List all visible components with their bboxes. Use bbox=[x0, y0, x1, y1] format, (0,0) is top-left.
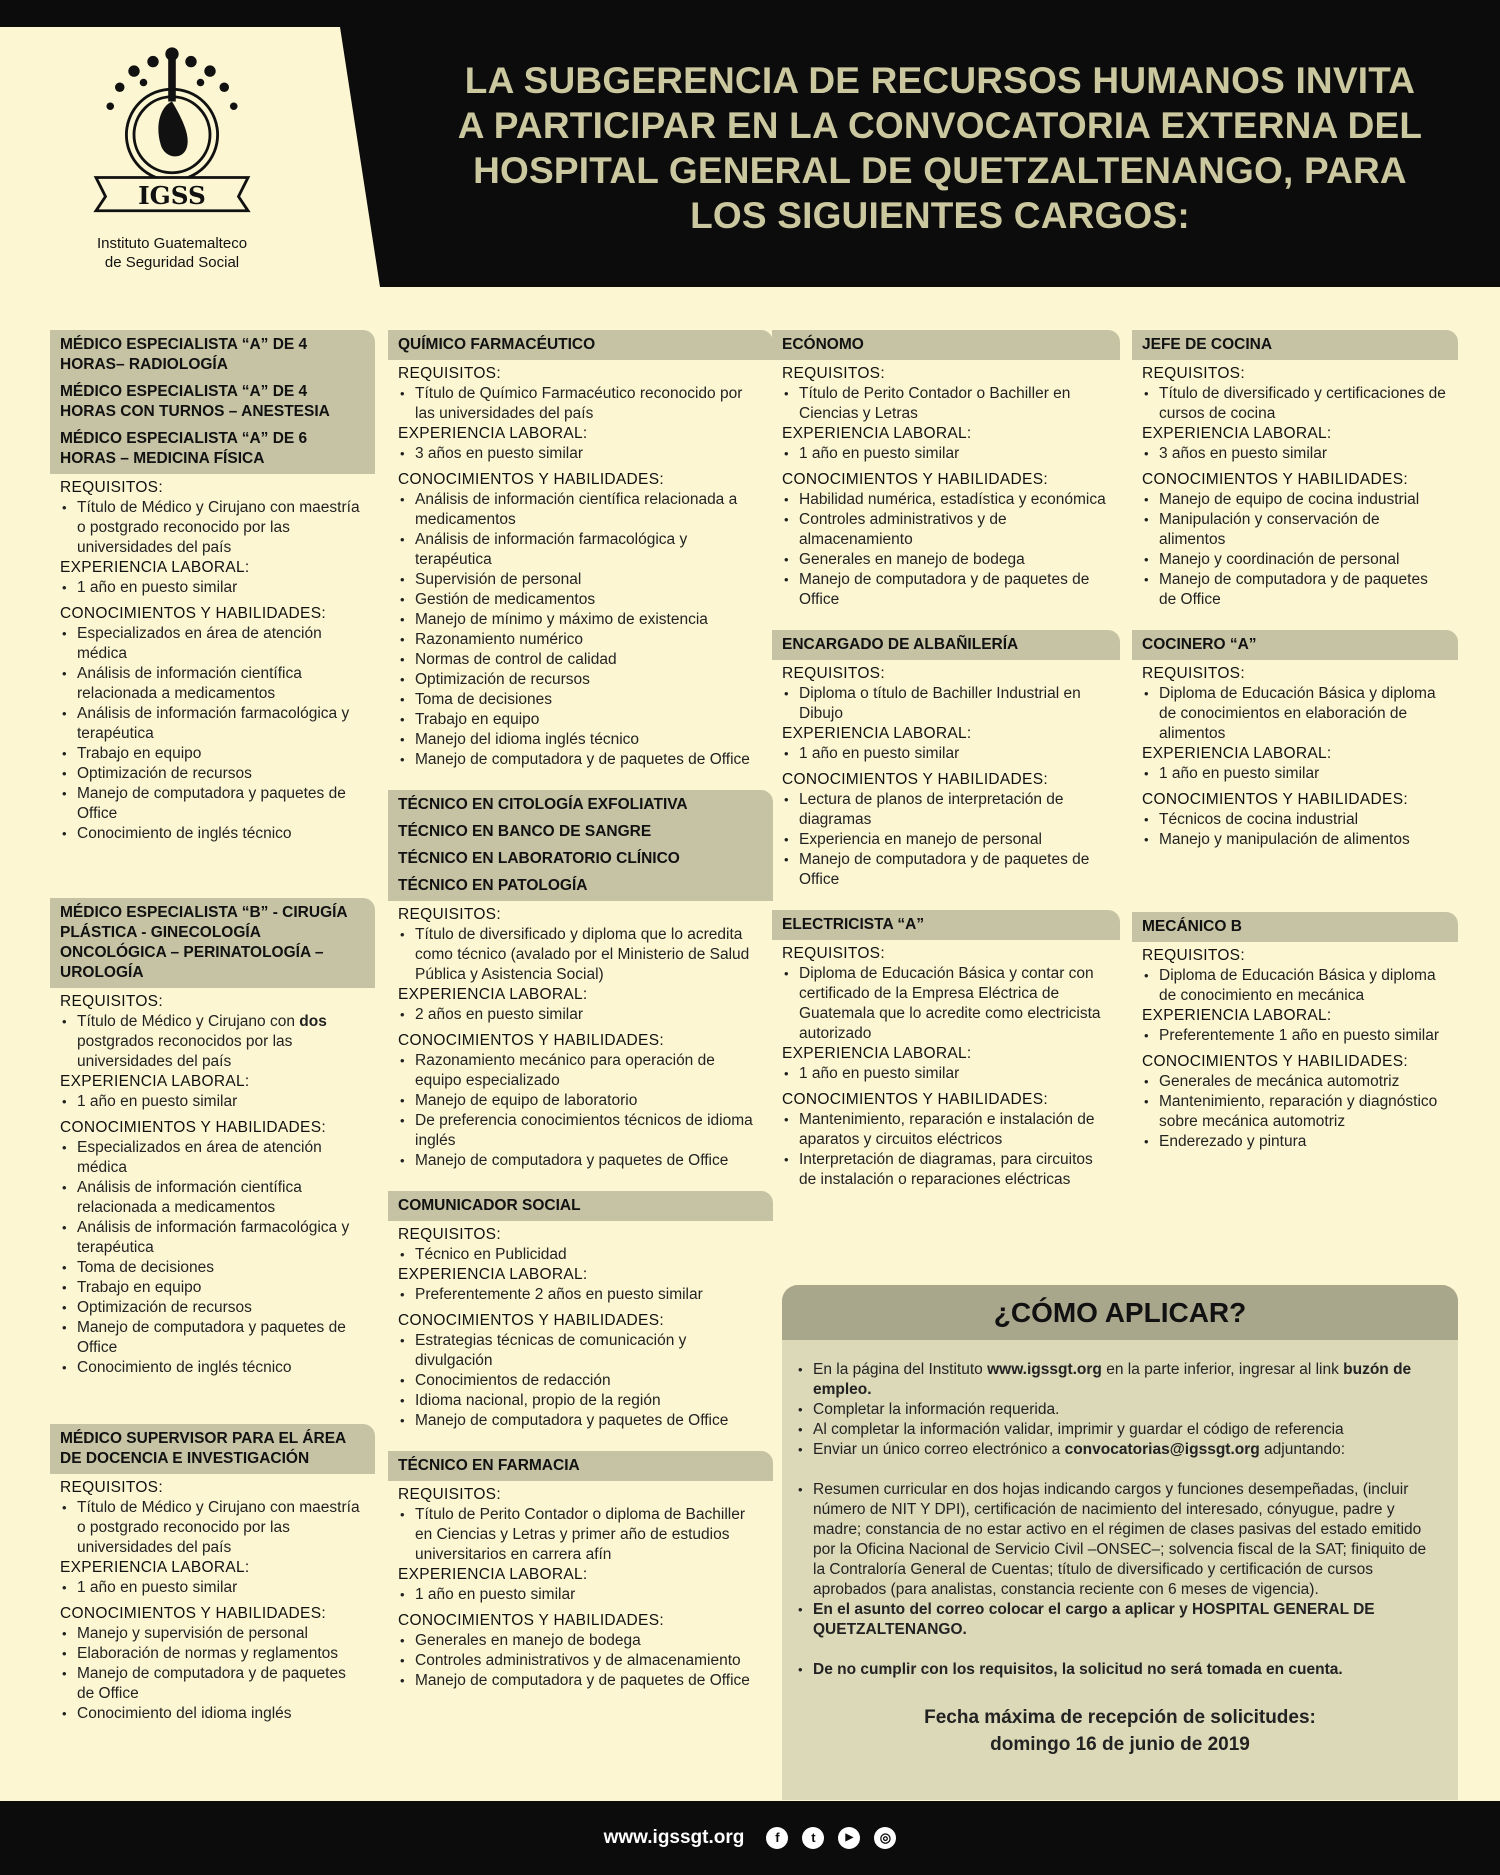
footer-website-link[interactable]: www.igssgt.org bbox=[603, 1827, 745, 1848]
job-tecnico-farmacia: TÉCNICO EN FARMACIA REQUISITOS: • Título de Perito Contador o diploma de Bachiller en Ciencias y Letras y primer año de estudios universitarios en carrera afín EXPERIENCIA LABORAL: • 1 año en puesto similar CONOCIMIENTOS Y HABILIDADES: • Generales en manejo de bodega • Controles administrativos y de almacenamiento • Manejo de computadora y de paquetes de Office bbox=[388, 1451, 773, 1691]
apply-step: • Al completar la información validar, imprimir y guardar el código de referencia bbox=[796, 1420, 1438, 1440]
job-quimico-farmaceutico: QUÍMICO FARMACÉUTICO REQUISITOS: • Título de Químico Farmacéutico reconocido por las universidades del país EXPERIENCIA LABORAL: • 3 años en puesto similar CONOCIMIENTOS Y HABILIDADES: • Análisis de información científica relacionada a medicamentos • Análisis de información farmacológica y terapéutica • Supervisión de personal • Gestión de medicamentos • Manejo de mínimo y máximo de existencia • Razonamiento numérico • Normas de control de calidad • Optimización de recursos • Toma de decisiones • Trabajo en equipo • Manejo del idioma inglés técnico • Manejo de computadora y de paquetes de Office bbox=[388, 330, 773, 770]
apply-step: • Resumen curricular en dos hojas indicando cargos y funciones desempeñadas, (incluir número de NIT Y DPI), certificación de nacimiento del interesado, cónyugue, padre y madre; constancia de no estar activo en el régimen de clases pasivas del estado emitido por la Oficina Nacional de Servicio Civil –ONSEC–; solvencia fiscal de la SAT; finiquito de la Contraloría General de Cuentas; título de diversificado y certificación de cursos aprobados (para analistas, constancia reciente con 6 meses de vigencia). bbox=[796, 1480, 1438, 1600]
job-medico-especialista-b: MÉDICO ESPECIALISTA “B” - CIRUGÍA PLÁSTICA - GINECOLOGÍA ONCOLÓGICA – PERINATOLOGÍA – UROLOGÍA REQUISITOS: • Título de Médico y Cirujano con dos postgrados reconocidos por las universidades del país EXPERIENCIA LABORAL: • 1 año en puesto similar CONOCIMIENTOS Y HABILIDADES: • Especializados en área de atención médica • Análisis de información científica relacionada a medicamentos • Análisis de información farmacológica y terapéutica • Toma de decisiones • Trabajo en equipo • Optimización de recursos • Manejo de computadora y paquetes de Office • Conocimiento de inglés técnico bbox=[50, 898, 375, 1378]
job-medico-especialista-a: MÉDICO ESPECIALISTA “A” DE 4 HORAS– RADIOLOGÍA MÉDICO ESPECIALISTA “A” DE 4 HORAS CON TURNOS – ANESTESIA MÉDICO ESPECIALISTA “A” DE 6 HORAS – MEDICINA FÍSICA REQUISITOS: • Título de Médico y Cirujano con maestría o postgrado reconocido por las universidades del país EXPERIENCIA LABORAL: • 1 año en puesto similar CONOCIMIENTOS Y HABILIDADES: • Especializados en área de atención médica • Análisis de información científica relacionada a medicamentos • Análisis de información farmacológica y terapéutica • Trabajo en equipo • Optimización de recursos • Manejo de computadora y paquetes de Office • Conocimiento de inglés técnico bbox=[50, 330, 375, 844]
job-title-bar: ECÓNOMO bbox=[772, 330, 1120, 360]
job-title-bar: QUÍMICO FARMACÉUTICO bbox=[388, 330, 773, 360]
column-1 bbox=[50, 330, 375, 1744]
svg-text:IGSS: IGSS bbox=[138, 181, 206, 211]
job-title-bar: TÉCNICO EN FARMACIA bbox=[388, 1451, 773, 1481]
buzon-empleo-link[interactable]: buzón de empleo. bbox=[813, 1361, 1412, 1398]
page-title: LA SUBGERENCIA DE RECURSOS HUMANOS INVITA A PARTICIPAR EN LA CONVOCATORIA EXTERNA DEL HOSPITAL GENERAL DE QUETZALTENANGO, PARA LOS SIGUIENTES CARGOS: bbox=[457, 60, 1423, 236]
apply-step: • De no cumplir con los requisitos, la solicitud no será tomada en cuenta. bbox=[796, 1660, 1438, 1680]
apply-step: • En el asunto del correo colocar el cargo a aplicar y HOSPITAL GENERAL DE QUETZALTENANGO. bbox=[796, 1600, 1438, 1640]
job-title-bar: TÉCNICO EN CITOLOGÍA EXFOLIATIVA TÉCNICO EN BANCO DE SANGRE TÉCNICO EN LABORATORIO CLÍNICO TÉCNICO EN PATOLOGÍA bbox=[388, 790, 773, 901]
job-title-bar: MECÁNICO B bbox=[1132, 912, 1458, 942]
job-title-bar: MÉDICO ESPECIALISTA “B” - CIRUGÍA PLÁSTICA - GINECOLOGÍA ONCOLÓGICA – PERINATOLOGÍA – UROLOGÍA bbox=[50, 898, 375, 988]
igss-logo bbox=[72, 35, 272, 295]
column-2 bbox=[388, 330, 773, 1711]
facebook-icon[interactable]: f bbox=[766, 1827, 788, 1849]
job-economo: ECÓNOMO REQUISITOS: • Título de Perito Contador o Bachiller en Ciencias y Letras EXPERIENCIA LABORAL: • 1 año en puesto similar CONOCIMIENTOS Y HABILIDADES: • Habilidad numérica, estadística y económica • Controles administrativos y de almacenamiento • Generales en manejo de bodega • Manejo de computadora y de paquetes de Office bbox=[772, 330, 1120, 610]
job-tecnicos-laboratorio: TÉCNICO EN CITOLOGÍA EXFOLIATIVA TÉCNICO EN BANCO DE SANGRE TÉCNICO EN LABORATORIO CLÍNICO TÉCNICO EN PATOLOGÍA REQUISITOS: • Título de diversificado y diploma que lo acredita como técnico (avalado por el Ministerio de Salud Pública y Asistencia Social) EXPERIENCIA LABORAL: • 2 años en puesto similar CONOCIMIENTOS Y HABILIDADES: • Razonamiento mecánico para operación de equipo especializado • Manejo de equipo de laboratorio • De preferencia conocimientos técnicos de idioma inglés • Manejo de computadora y paquetes de Office bbox=[388, 790, 773, 1171]
tree-mother-child-emblem-icon bbox=[77, 35, 267, 225]
job-medico-supervisor: MÉDICO SUPERVISOR PARA EL ÁREA DE DOCENCIA E INVESTIGACIÓN REQUISITOS: • Título de Médico y Cirujano con maestría o postgrado reconocido por las universidades del país EXPERIENCIA LABORAL: • 1 año en puesto similar CONOCIMIENTOS Y HABILIDADES: • Manejo y supervisión de personal • Elaboración de normas y reglamentos • Manejo de computadora y de paquetes de Office • Conocimiento del idioma inglés bbox=[50, 1424, 375, 1724]
email-link[interactable]: convocatorias@igssgt.org bbox=[1064, 1441, 1260, 1458]
job-title-bar: COMUNICADOR SOCIAL bbox=[388, 1191, 773, 1221]
job-albanileria: ENCARGADO DE ALBAÑILERÍA REQUISITOS: • Diploma o título de Bachiller Industrial en Dibujo EXPERIENCIA LABORAL: • 1 año en puesto similar CONOCIMIENTOS Y HABILIDADES: • Lectura de planos de interpretación de diagramas • Experiencia en manejo de personal • Manejo de computadora y de paquetes de Office bbox=[772, 630, 1120, 890]
institution-name: Instituto Guatemalteco de Seguridad Social bbox=[96, 235, 248, 271]
job-cocinero: COCINERO “A” REQUISITOS: • Diploma de Educación Básica y diploma de conocimientos en elaboración de alimentos EXPERIENCIA LABORAL: • 1 año en puesto similar CONOCIMIENTOS Y HABILIDADES: • Técnicos de cocina industrial • Manejo y manipulación de alimentos bbox=[1132, 630, 1458, 850]
column-4 bbox=[1132, 330, 1458, 1172]
job-title-bar: MÉDICO ESPECIALISTA “A” DE 4 HORAS– RADIOLOGÍA MÉDICO ESPECIALISTA “A” DE 4 HORAS CON TURNOS – ANESTESIA MÉDICO ESPECIALISTA “A” DE 6 HORAS – MEDICINA FÍSICA bbox=[50, 330, 375, 474]
job-title-bar: ELECTRICISTA “A” bbox=[772, 910, 1120, 940]
how-to-apply-title: ¿CÓMO APLICAR? bbox=[782, 1285, 1458, 1340]
website-link[interactable]: www.igssgt.org bbox=[987, 1361, 1102, 1378]
job-mecanico: MECÁNICO B REQUISITOS: • Diploma de Educación Básica y diploma de conocimiento en mecánica EXPERIENCIA LABORAL: • Preferentemente 1 año en puesto similar CONOCIMIENTOS Y HABILIDADES: • Generales de mecánica automotriz • Mantenimiento, reparación y diagnóstico sobre mecánica automotriz • Enderezado y pintura bbox=[1132, 912, 1458, 1152]
apply-step: • Completar la información requerida. bbox=[796, 1400, 1438, 1420]
twitter-icon[interactable]: t bbox=[802, 1827, 824, 1849]
job-comunicador-social: COMUNICADOR SOCIAL REQUISITOS: • Técnico en Publicidad EXPERIENCIA LABORAL: • Preferentemente 2 años en puesto similar CONOCIMIENTOS Y HABILIDADES: • Estrategias técnicas de comunicación y divulgación • Conocimientos de redacción • Idioma nacional, propio de la región • Manejo de computadora y paquetes de Office bbox=[388, 1191, 773, 1431]
job-title-bar: MÉDICO SUPERVISOR PARA EL ÁREA DE DOCENCIA E INVESTIGACIÓN bbox=[50, 1424, 375, 1474]
column-3 bbox=[772, 330, 1120, 1210]
job-electricista: ELECTRICISTA “A” REQUISITOS: • Diploma de Educación Básica y contar con certificado de la Empresa Eléctrica de Guatemala que lo acredite como electricista autorizado EXPERIENCIA LABORAL: • 1 año en puesto similar CONOCIMIENTOS Y HABILIDADES: • Mantenimiento, reparación e instalación de aparatos y circuitos eléctricos • Interpretación de diagramas, para circuitos de instalación o reparaciones eléctricas bbox=[772, 910, 1120, 1190]
deadline: Fecha máxima de recepción de solicitudes: domingo 16 de junio de 2019 bbox=[924, 1707, 1316, 1755]
footer bbox=[0, 1801, 1500, 1875]
job-title-bar: COCINERO “A” bbox=[1132, 630, 1458, 660]
youtube-icon[interactable]: ▶ bbox=[838, 1827, 860, 1849]
job-jefe-cocina: JEFE DE COCINA REQUISITOS: • Título de diversificado y certificaciones de cursos de cocina EXPERIENCIA LABORAL: • 3 años en puesto similar CONOCIMIENTOS Y HABILIDADES: • Manejo de equipo de cocina industrial • Manipulación y conservación de alimentos • Manejo y coordinación de personal • Manejo de computadora y de paquetes de Office bbox=[1132, 330, 1458, 610]
apply-step: • En la página del Instituto www.igssgt.org en la parte inferior, ingresar al link buzón de empleo. bbox=[796, 1360, 1438, 1400]
job-title-bar: ENCARGADO DE ALBAÑILERÍA bbox=[772, 630, 1120, 660]
job-title-bar: JEFE DE COCINA bbox=[1132, 330, 1458, 360]
apply-step: • Enviar un único correo electrónico a convocatorias@igssgt.org adjuntando: bbox=[796, 1440, 1438, 1460]
instagram-icon[interactable]: ◎ bbox=[874, 1827, 896, 1849]
how-to-apply-panel bbox=[782, 1285, 1458, 1800]
